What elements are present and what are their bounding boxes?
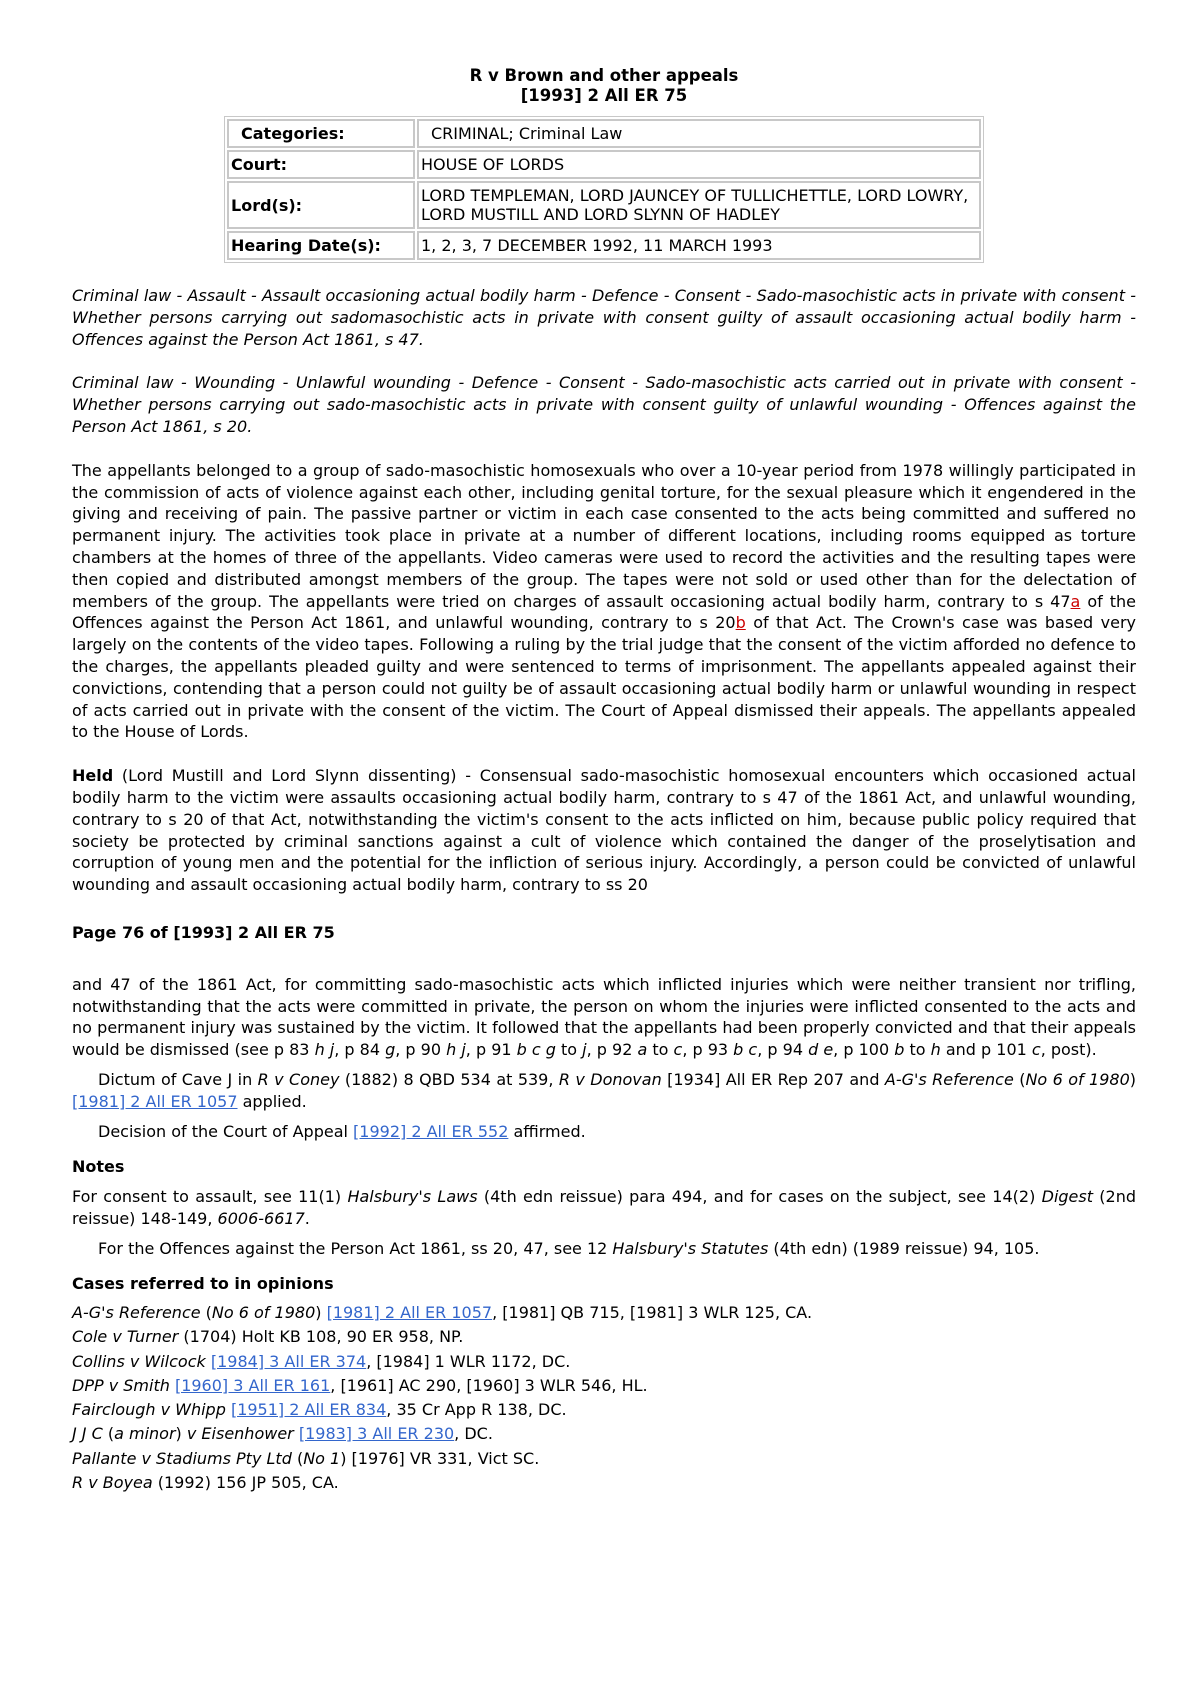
text: , p 93 [682, 1040, 734, 1060]
text: Halsbury's Statutes [612, 1238, 769, 1258]
text: b c g [516, 1040, 556, 1060]
text: , [1981] QB 715, [1981] 3 WLR 125, CA. [492, 1303, 813, 1323]
case-name: Pallante v Stadiums Pty Ltd [72, 1448, 292, 1468]
case-metadata-table [224, 116, 984, 263]
text: j [582, 1040, 587, 1060]
text: No 1 [303, 1448, 341, 1468]
meta-row-lords [227, 181, 981, 229]
meta-value: HOUSE OF LORDS [417, 150, 981, 179]
list-item [72, 1374, 1136, 1398]
text: [1934] All ER Rep 207 and [661, 1069, 885, 1089]
held-text: (Lord Mustill and Lord Slynn dissenting) - Consensual sado-masochistic homosexual encounters which occasioned actual bodily harm to the victim were assaults occasioning actual bodily harm, contrary to s 47 of the 1861 Act, and unlawful wounding, contrary to s 20 of that Act, notwithstanding the victim's consent to the acts inflicted on him, because public policy required that society be protected by criminal sanctions against a cult of violence which contained the danger of the proselytisation and corruption of young men and the potential for the infliction of serious injury. Accordingly, a person could be convicted of unlawful wounding and assault occasioning actual bodily harm, contrary to ss 20 [72, 766, 1136, 895]
text: No 6 of 1980 [211, 1303, 316, 1323]
text: , DC. [454, 1424, 493, 1444]
text: (1704) Holt KB 108, 90 ER 958, NP. [178, 1327, 464, 1347]
notes-heading: Notes [72, 1157, 125, 1177]
text: (4th edn) (1989 reissue) 94, 105. [768, 1238, 1040, 1258]
text: , p 90 [395, 1040, 447, 1060]
facts-text: of the Offences against the Person Act 1861, and unlawful wounding, contrary to s 20 [72, 591, 1136, 633]
text: ( [102, 1424, 115, 1444]
case-citation: [1993] 2 All ER 75 [520, 86, 688, 105]
text: No 6 of 1980 [1025, 1069, 1130, 1089]
case-name: A-G's Reference [72, 1303, 201, 1323]
case-name: R v Boyea [72, 1472, 153, 1492]
document-page [72, 58, 1136, 1495]
list-item [72, 1471, 1136, 1495]
case-name: R v Brown and other appeals [469, 66, 739, 85]
text: c [673, 1040, 683, 1060]
text: (1882) 8 QBD 534 at 539, [339, 1069, 559, 1089]
text: R v Donovan [558, 1069, 662, 1089]
footnote-link-a[interactable]: a [1070, 591, 1081, 611]
text: , post). [1040, 1040, 1097, 1060]
text: , 35 Cr App R 138, DC. [386, 1400, 567, 1420]
text: ( [1013, 1069, 1026, 1089]
case-name: Cole v Turner [72, 1327, 179, 1347]
facts-text: The appellants belonged to a group of sado-masochistic homosexuals who over a 10-year period from 1978 willingly participated in the commission of acts of violence against each other, including genital torture, for the sexual pleasure which it engendered in the giving and receiving of pain. The passive partner or victim in each case consented to the acts being committed and suffered no permanent injury. The activities took place in private at a number of different locations, including rooms equipped as torture chambers at the homes of three of the appellants. Video cameras were used to record the activities and the resulting tapes were then copied and distributed amongst members of the group. The tapes were not sold or used other than for the delectation of members of the group. The appellants were tried on charges of assault occasioning actual bodily harm, contrary to s 47 [72, 460, 1136, 611]
citation-link[interactable]: [1992] 2 All ER 552 [353, 1121, 509, 1141]
text: d e [808, 1040, 834, 1060]
text: b [894, 1040, 905, 1060]
notes-statutes-paragraph [72, 1238, 1136, 1260]
text: For the Offences against the Person Act 1861, ss 20, 47, see 12 [98, 1238, 613, 1258]
dictum-paragraph [72, 1069, 1136, 1113]
text: applied. [237, 1091, 307, 1111]
case-name: J J C [72, 1424, 103, 1444]
text: A-G's Reference [884, 1069, 1014, 1089]
list-item [72, 1350, 1136, 1374]
citation-link[interactable]: [1981] 2 All ER 1057 [72, 1091, 238, 1111]
meta-key: Court: [227, 150, 415, 179]
case-name: DPP v Smith [72, 1375, 170, 1395]
text: , p 91 [465, 1040, 517, 1060]
text: . [304, 1208, 310, 1228]
text: h j [314, 1040, 335, 1060]
text: Dictum of Cave J in [98, 1069, 258, 1089]
meta-value: CRIMINAL; Criminal Law [417, 119, 981, 148]
text: ) [175, 1424, 187, 1444]
text: , [1961] AC 290, [1960] 3 WLR 546, HL. [330, 1375, 648, 1395]
meta-key: Lord(s): [227, 181, 415, 229]
text: R v Coney [257, 1069, 340, 1089]
text: c [1031, 1040, 1041, 1060]
text: , p 94 [757, 1040, 809, 1060]
text: ( [200, 1303, 212, 1323]
meta-key: Categories: [227, 119, 415, 148]
citation-link[interactable]: [1951] 2 All ER 834 [230, 1400, 387, 1420]
text: and 47 of the 1861 Act, for committing sado-masochistic acts which inflicted injuries which were neither transient nor trifling, notwithstanding that the acts were committed in private, the person on whom the injuries were inflicted consented to the acts and no permanent injury was sustained by the victim. It followed that the appellants had been properly convicted and that their appeals would be dismissed (see p 83 [72, 974, 1136, 1060]
text: to [647, 1040, 674, 1060]
text: Digest [1041, 1187, 1093, 1207]
text: h j [446, 1040, 466, 1060]
text: affirmed. [508, 1121, 586, 1141]
text: Halsbury's Laws [347, 1187, 478, 1207]
meta-row-court [227, 150, 981, 179]
text: (2nd reissue) 148-149, [72, 1187, 1137, 1228]
text: to [904, 1040, 931, 1060]
meta-row-categories [227, 119, 981, 148]
list-item [72, 1398, 1136, 1422]
text: , p 92 [586, 1040, 638, 1060]
citation-link[interactable]: [1981] 2 All ER 1057 [326, 1303, 493, 1323]
list-item [72, 1447, 1136, 1471]
text: Decision of the Court of Appeal [98, 1121, 354, 1141]
text: (4th edn reissue) para 494, and for cases on the subject, see 14(2) [477, 1187, 1042, 1207]
text: ( [291, 1448, 304, 1468]
text: v Eisenhower [186, 1424, 294, 1444]
text: h [930, 1040, 941, 1060]
decision-paragraph [72, 1121, 1136, 1143]
text: , [1984] 1 WLR 1172, DC. [366, 1351, 571, 1371]
text: (1992) 156 JP 505, CA. [152, 1472, 339, 1492]
catchwords-wounding: Criminal law - Wounding - Unlawful wounding - Defence - Consent - Sado-masochistic acts carried out in private with consent - Whether persons carrying out sado-masochistic acts in private with consent guilty of unlawful wounding - Offences against the Person Act 1861, s 20. [72, 373, 1136, 436]
continuation-paragraph [72, 974, 1136, 1061]
text: ) [1129, 1069, 1137, 1089]
case-title [72, 66, 1136, 106]
text: , p 84 [334, 1040, 386, 1060]
citation-link[interactable]: [1983] 3 All ER 230 [298, 1424, 455, 1444]
list-item [72, 1301, 1136, 1325]
text: b c [733, 1040, 758, 1060]
case-name: Collins v Wilcock [72, 1351, 206, 1371]
case-name: Fairclough v Whipp [72, 1400, 226, 1420]
meta-value: 1, 2, 3, 7 DECEMBER 1992, 11 MARCH 1993 [417, 231, 981, 260]
list-item [72, 1325, 1136, 1349]
held-paragraph [72, 765, 1136, 896]
facts-text: of that Act. The Crown's case was based very largely on the contents of the video tapes. Following a ruling by the trial judge that the consent of the victim afforded no defence to the charges, the appellants pleaded guilty and were sentenced to terms of imprisonment. The appellants appealed against their convictions, contending that a person could not guilty be of assault occasioning actual bodily harm or unlawful wounding in respect of acts carried out in private with the consent of the victim. The Court of Appeal dismissed their appeals. The appellants appealed to the House of Lords. [72, 613, 1136, 742]
list-item [72, 1422, 1136, 1446]
text: , p 100 [833, 1040, 895, 1060]
text: ) [1976] VR 331, Vict SC. [340, 1448, 540, 1468]
footnote-link-b[interactable]: b [735, 613, 746, 633]
text: and p 101 [940, 1040, 1032, 1060]
citation-link[interactable]: [1984] 3 All ER 374 [210, 1351, 367, 1371]
text: For consent to assault, see 11(1) [72, 1187, 348, 1207]
meta-row-hearing-dates [227, 231, 981, 260]
text: to [555, 1040, 583, 1060]
meta-key: Hearing Date(s): [227, 231, 415, 260]
text: ) [315, 1303, 327, 1323]
text: 6006-6617 [217, 1208, 305, 1228]
catchwords-assault: Criminal law - Assault - Assault occasioning actual bodily harm - Defence - Consent - Sado-masochistic acts in private with consent - Whether persons carrying out sadomasochistic acts in private with consent guilty of assault occasioning actual bodily harm - Offences against the Person Act 1861, s 47. [72, 286, 1136, 349]
held-label: Held [72, 766, 114, 786]
meta-value: LORD TEMPLEMAN, LORD JAUNCEY OF TULLICHETTLE, LORD LOWRY, LORD MUSTILL AND LORD SLYNN OF HADLEY [417, 181, 981, 229]
text: a minor [114, 1424, 176, 1444]
page-marker: Page 76 of [1993] 2 All ER 75 [72, 922, 335, 942]
text: a [637, 1040, 648, 1060]
facts-paragraph [72, 460, 1136, 743]
citation-link[interactable]: [1960] 3 All ER 161 [174, 1375, 331, 1395]
cases-heading: Cases referred to in opinions [72, 1274, 334, 1294]
text: g [385, 1040, 396, 1060]
cases-list [72, 1301, 1136, 1495]
notes-paragraph [72, 1186, 1136, 1230]
